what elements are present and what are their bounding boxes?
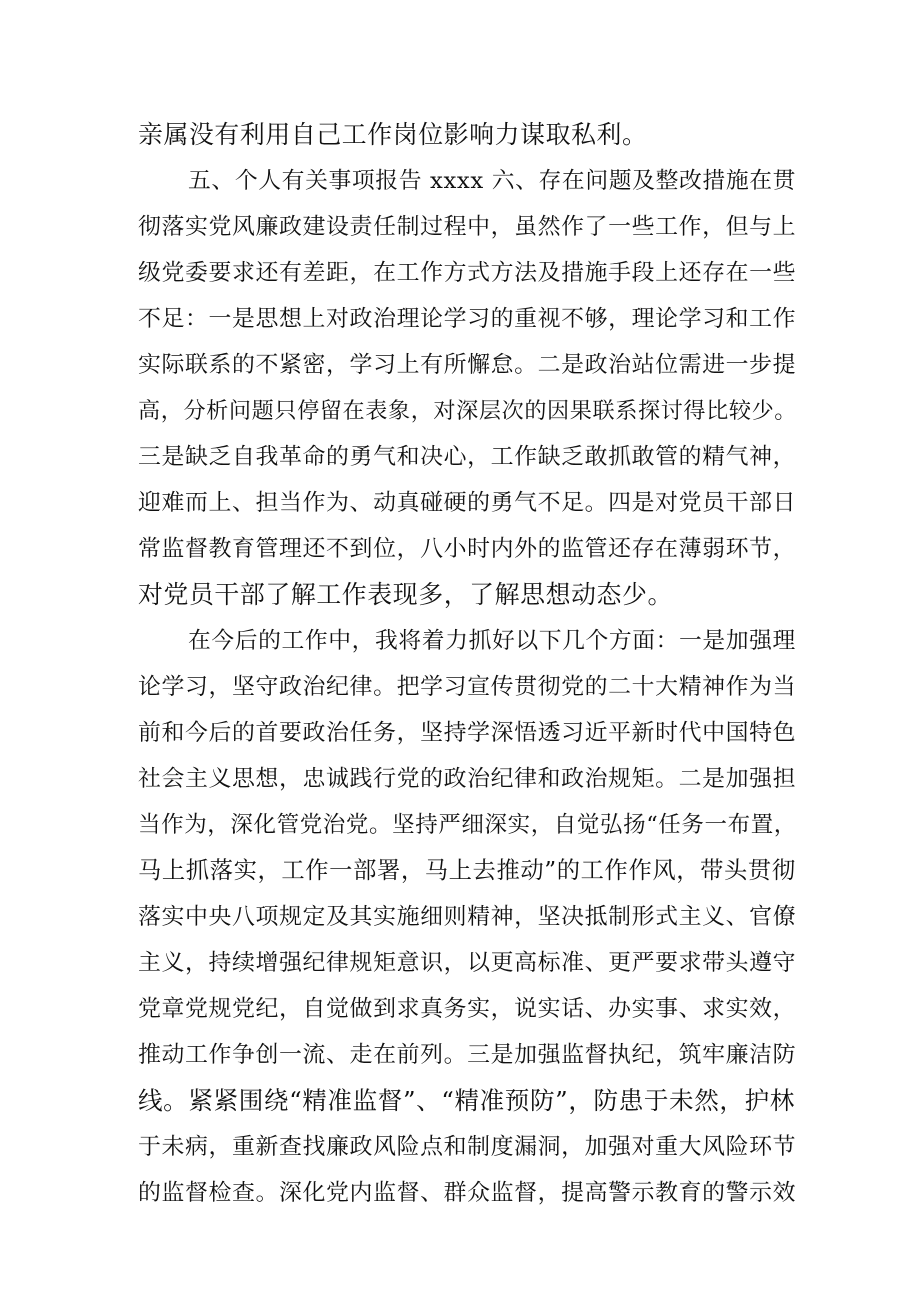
text-line: 社会主义思想，忠诚践行党的政治纪律和政治规矩。二是加强担: [138, 766, 797, 792]
text-line: 级党委要求还有差距，在工作方式方法及措施手段上还存在一些: [138, 260, 797, 286]
text-line: 对党员干部了解工作表现多，了解思想动态少。: [138, 580, 673, 609]
text-line: 亲属没有利用自己工作岗位影响力谋取私利。: [138, 120, 648, 149]
text-line: 实际联系的不紧密，学习上有所懈怠。二是政治站位需进一步提: [138, 352, 797, 378]
text-line: 不足：一是思想上对政治理论学习的重视不够，理论学习和工作: [138, 306, 797, 332]
text-line: 线。紧紧围绕“精准监督”、“精准预防”，防患于未然，护林: [138, 1086, 795, 1115]
text-line: 五、个人有关事项报告 xxxx 六、存在问题及整改措施在贯: [188, 168, 797, 194]
text-line: 前和今后的首要政治任务，坚持学深悟透习近平新时代中国特色: [138, 720, 797, 746]
text-line: 彻落实党风廉政建设责任制过程中，虽然作了一些工作，但与上: [138, 214, 797, 240]
text-line: 于未病，重新查找廉政风险点和制度漏洞，加强对重大风险环节: [138, 1134, 797, 1160]
text-line: 主义，持续增强纪律规矩意识，以更高标准、更严要求带头遵守: [138, 950, 797, 976]
text-line: 在今后的工作中，我将着力抓好以下几个方面：一是加强理: [188, 628, 796, 654]
text-line: 的监督检查。深化党内监督、群众监督，提高警示教育的警示效: [138, 1180, 797, 1206]
text-line: 三是缺乏自我革命的勇气和决心，工作缺乏敢抓敢管的精气神，: [138, 444, 797, 470]
text-line: 迎难而上、担当作为、动真碰硬的勇气不足。四是对党员干部日: [138, 490, 797, 516]
text-line: 推动工作争创一流、走在前列。三是加强监督执纪，筑牢廉洁防: [138, 1042, 797, 1068]
text-line: 党章党规党纪，自觉做到求真务实，说实话、办实事、求实效，: [138, 996, 797, 1022]
text-line: 高，分析问题只停留在表象，对深层次的因果联系探讨得比较少。: [138, 398, 798, 424]
text-line: 当作为，深化管党治党。坚持严细深实，自觉弘扬“任务一布置，: [138, 812, 797, 838]
text-line: 落实中央八项规定及其实施细则精神，坚决抵制形式主义、官僚: [138, 904, 797, 930]
text-line: 常监督教育管理还不到位，八小时内外的监管还存在薄弱环节，: [138, 536, 797, 562]
text-line: 论学习，坚守政治纪律。把学习宣传贯彻党的二十大精神作为当: [138, 674, 797, 700]
text-line: 马上抓落实，工作一部署，马上去推动”的工作作风，带头贯彻: [138, 857, 796, 884]
